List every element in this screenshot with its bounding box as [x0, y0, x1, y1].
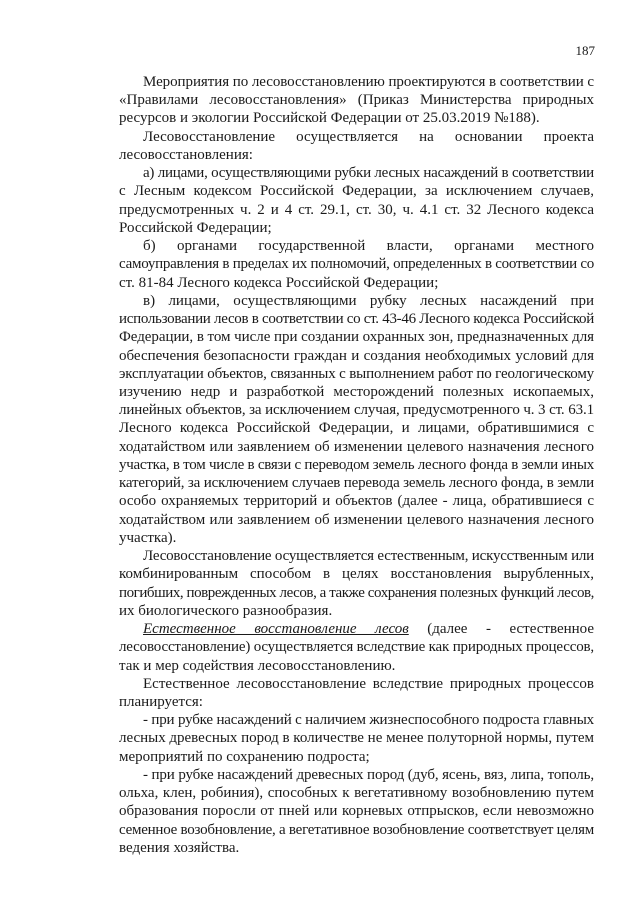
text-line: семенное возобновление, а вегетативное возобновление соответствует целям — [119, 821, 594, 838]
text-line: - при рубке насаждений с наличием жизнеспособного подроста главных — [143, 712, 595, 729]
text-line — [119, 620, 594, 638]
paragraph — [119, 128, 594, 164]
text-line: эксплуатации объектов, связанных с выполнением работ по геологическому — [119, 365, 594, 382]
page-number: 187 — [575, 43, 595, 58]
text-line: участка, в том числе в связи с переводом земель лесного фонда в земли иных — [119, 456, 594, 473]
paragraph — [119, 620, 594, 675]
text-line: ведения хозяйства. — [119, 839, 240, 856]
text-line: с Лесным кодексом Российской Федерации, за исключением случаев, — [119, 183, 594, 200]
text-line: «Правилами лесовосстановления» (Приказ Министерства природных — [119, 92, 594, 109]
list-item-a — [119, 164, 594, 237]
list-item-c — [119, 292, 594, 547]
text-line: Мероприятия по лесовосстановлению проектируются в соответствии с — [143, 74, 594, 90]
text-line: ходатайством или заявлением об изменении целевого назначения лесного — [119, 511, 594, 528]
text-line: ходатайством или заявлением об изменении целевого назначения лесного — [119, 438, 594, 455]
text-line: планируется: — [119, 693, 203, 710]
text-line: линейных объектов, за исключением случая, предусмотренного ч. 3 ст. 63.1 — [119, 402, 594, 419]
text-line: ресурсов и экологии Российской Федерации от 25.03.2019 №188). — [119, 110, 540, 127]
text-line: Лесовосстановление осуществляется на основании проекта — [143, 128, 594, 145]
text-line: а) лицами, осуществляющими рубки лесных насаждений в соответствии — [143, 165, 594, 182]
document-body — [119, 73, 594, 857]
bullet-item — [119, 711, 594, 766]
text-line: участка). — [119, 529, 177, 546]
emphasized-term: Естественное восстановление лесов — [143, 621, 409, 638]
text-line: их биологического разнообразия. — [119, 602, 333, 619]
text-line: мероприятий по сохранению подроста; — [119, 748, 370, 765]
text-line: Естественное лесовосстановление вследствие природных процессов — [143, 675, 594, 692]
text-line: самоуправления в пределах их полномочий, определенных в соответствии со — [119, 256, 594, 273]
paragraph — [119, 675, 594, 711]
paragraph — [119, 547, 594, 620]
text-line: использовании лесов в соответствии со ст. 43-46 Лесного кодекса Российской — [119, 311, 594, 328]
text-line: - при рубке насаждений древесных пород (дуб, ясень, вяз, липа, тополь, — [143, 766, 594, 783]
text-line: категорий, за исключением случаев перевода земель лесного фонда, в земли — [119, 475, 594, 492]
text-line: обеспечения безопасности граждан и создания необходимых условий для — [119, 347, 594, 364]
paragraph — [119, 73, 594, 128]
text-line: изучению недр и разработкой месторождений полезных ископаемых, — [119, 383, 594, 400]
text-line: б) органами государственной власти, органами местного — [143, 238, 594, 255]
text-line: так и мер содействия лесовосстановлению. — [119, 657, 396, 674]
text-line: Российской Федерации; — [119, 219, 272, 236]
text-fragment: (далее - естественное — [408, 621, 594, 638]
text-line: лесовосстановление) осуществляется вследствие как природных процессов, — [119, 639, 594, 656]
text-line: лесных древесных пород в количестве не менее полуторной нормы, путем — [119, 730, 594, 747]
text-line: Лесного кодекса Российской Федерации, и лицами, обратившимися с — [119, 420, 594, 437]
text-line: особо охраняемых территорий и объектов (далее - лица, обратившиеся с — [119, 493, 594, 510]
text-line: Лесовосстановление осуществляется естественным, искусственным или — [143, 548, 594, 565]
list-item-b — [119, 237, 594, 292]
text-line: образования поросли от пней или корневых отпрысков, если невозможно — [119, 803, 594, 820]
text-line: ст. 81-84 Лесного кодекса Российской Федерации; — [119, 274, 439, 291]
text-line: погибших, поврежденных лесов, а также сохранения полезных функций лесов, — [119, 584, 594, 601]
text-line: предусмотренных ч. 2 и 4 ст. 29.1, ст. 30, ч. 4.1 ст. 32 Лесного кодекса — [119, 201, 594, 218]
text-line: комбинированным способом в целях восстановления вырубленных, — [119, 566, 594, 583]
text-line: ольха, клен, робиния), способных к вегетативному возобновлению путем — [119, 785, 594, 802]
bullet-item — [119, 766, 594, 857]
text-line: Федерации, в том числе при создании охранных зон, предназначенных для — [119, 329, 594, 346]
text-line: в) лицами, осуществляющими рубку лесных насаждений при — [143, 292, 594, 309]
text-line: лесовосстановления: — [119, 146, 253, 163]
